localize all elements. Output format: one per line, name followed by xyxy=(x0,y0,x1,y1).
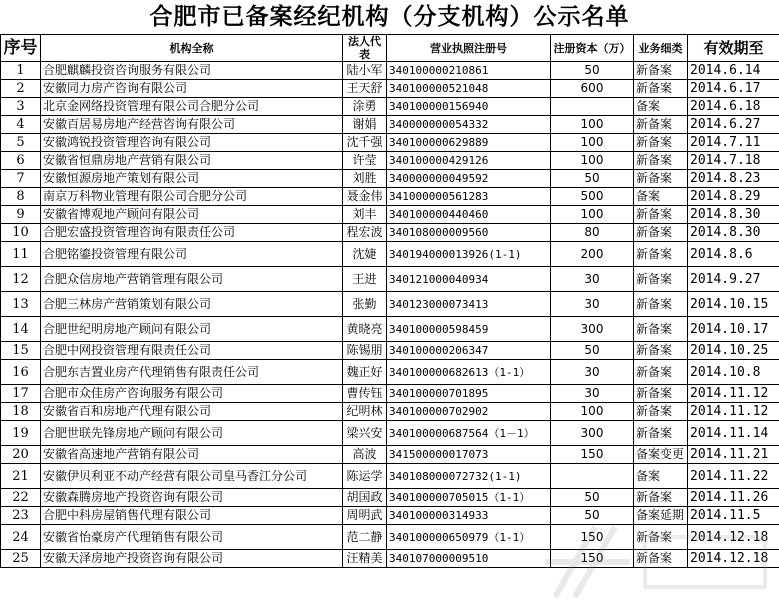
cell-expiry: 2014.11.5 xyxy=(688,507,779,525)
cell-capital: 30 xyxy=(551,385,634,403)
cell-seq: 4 xyxy=(1,116,41,134)
cell-rep: 张勤 xyxy=(343,292,387,317)
cell-reg: 340100000429126 xyxy=(387,152,551,170)
cell-seq: 9 xyxy=(1,206,41,224)
header-row xyxy=(1,35,779,62)
cell-expiry: 2014.11.22 xyxy=(688,464,779,489)
cell-capital: 50 xyxy=(551,342,634,360)
cell-name: 合肥三林房产营销策划有限公司 xyxy=(41,292,343,317)
page-title: 合肥市已备案经纪机构（分支机构）公示名单 xyxy=(149,3,630,30)
cell-capital: 300 xyxy=(551,421,634,446)
table-row xyxy=(1,292,779,317)
cell-expiry: 2014.11.12 xyxy=(688,403,779,421)
cell-capital: 50 xyxy=(551,507,634,525)
cell-rep: 梁兴安 xyxy=(343,421,387,446)
cell-reg: 340194000013926(1-1) xyxy=(387,242,551,267)
table-row xyxy=(1,446,779,464)
cell-reg: 340108000072732(1-1) xyxy=(387,464,551,489)
table-row xyxy=(1,489,779,507)
cell-name: 安徽省高速地产营销有限公司 xyxy=(41,446,343,464)
cell-name: 安徽省怡豪房产代理销售有限公司 xyxy=(41,525,343,550)
table-row xyxy=(1,80,779,98)
cell-rep: 陈锡朋 xyxy=(343,342,387,360)
cell-rep: 胡国政 xyxy=(343,489,387,507)
cell-rep: 刘胜 xyxy=(343,170,387,188)
cell-capital: 100 xyxy=(551,206,634,224)
cell-category: 新备案 xyxy=(634,170,688,188)
cell-name: 合肥世联先锋房地产顾问有限公司 xyxy=(41,421,343,446)
cell-expiry: 2014.7.18 xyxy=(688,152,779,170)
cell-seq: 22 xyxy=(1,489,41,507)
cell-name: 合肥东吉置业房产代理销售有限责任公司 xyxy=(41,360,343,385)
cell-capital: 30 xyxy=(551,360,634,385)
header-category: 业务细类 xyxy=(634,35,688,62)
table-row xyxy=(1,525,779,550)
cell-seq: 14 xyxy=(1,317,41,342)
header-rep: 法人代表 xyxy=(343,35,387,62)
cell-category: 新备案 xyxy=(634,421,688,446)
cell-expiry: 2014.10.25 xyxy=(688,342,779,360)
cell-seq: 10 xyxy=(1,224,41,242)
cell-rep: 程宏波 xyxy=(343,224,387,242)
cell-seq: 13 xyxy=(1,292,41,317)
cell-category: 新备案 xyxy=(634,242,688,267)
cell-expiry: 2014.11.14 xyxy=(688,421,779,446)
cell-capital: 100 xyxy=(551,134,634,152)
cell-category: 新备案 xyxy=(634,134,688,152)
table-row xyxy=(1,224,779,242)
cell-name: 安徽伊贝利亚不动产经营有限公司皇马香江分公司 xyxy=(41,464,343,489)
cell-seq: 21 xyxy=(1,464,41,489)
cell-capital: 100 xyxy=(551,152,634,170)
agency-table xyxy=(0,34,779,568)
header-capital: 注册资本（万） xyxy=(551,35,634,62)
cell-category: 新备案 xyxy=(634,267,688,292)
cell-category: 备案延期 xyxy=(634,507,688,525)
cell-category: 备案变更 xyxy=(634,446,688,464)
cell-expiry: 2014.8.6 xyxy=(688,242,779,267)
cell-reg: 340108000009560 xyxy=(387,224,551,242)
cell-category: 备案 xyxy=(634,464,688,489)
table-row xyxy=(1,152,779,170)
cell-name: 安徽省恒鼎房地产营销有限公司 xyxy=(41,152,343,170)
cell-capital: 50 xyxy=(551,62,634,80)
cell-seq: 18 xyxy=(1,403,41,421)
cell-expiry: 2014.11.12 xyxy=(688,385,779,403)
cell-reg: 341500000017073 xyxy=(387,446,551,464)
cell-rep: 陈运学 xyxy=(343,464,387,489)
cell-name: 合肥众信房地产营销管理有限公司 xyxy=(41,267,343,292)
cell-capital: 150 xyxy=(551,550,634,568)
table-row xyxy=(1,170,779,188)
cell-category: 新备案 xyxy=(634,80,688,98)
cell-name: 安徽天泽房地产投资咨询有限公司 xyxy=(41,550,343,568)
table-row xyxy=(1,550,779,568)
cell-name: 合肥市众佳房产咨询服务有限公司 xyxy=(41,385,343,403)
cell-seq: 5 xyxy=(1,134,41,152)
cell-category: 新备案 xyxy=(634,206,688,224)
cell-category: 新备案 xyxy=(634,62,688,80)
table-row xyxy=(1,206,779,224)
cell-rep: 汪精美 xyxy=(343,550,387,568)
cell-reg: 340100000210861 xyxy=(387,62,551,80)
table-row xyxy=(1,242,779,267)
cell-name: 合肥中网投资管理有限责任公司 xyxy=(41,342,343,360)
table-row xyxy=(1,267,779,292)
table-row xyxy=(1,116,779,134)
table-row xyxy=(1,62,779,80)
cell-reg: 340123000073413 xyxy=(387,292,551,317)
cell-capital: 80 xyxy=(551,224,634,242)
cell-reg: 340100000687564（1－1） xyxy=(387,421,551,446)
cell-seq: 6 xyxy=(1,152,41,170)
cell-capital: 30 xyxy=(551,292,634,317)
header-expiry: 有效期至 xyxy=(688,35,779,62)
cell-rep: 范二静 xyxy=(343,525,387,550)
cell-rep: 王进 xyxy=(343,267,387,292)
cell-reg: 340100000701895 xyxy=(387,385,551,403)
table-row xyxy=(1,342,779,360)
cell-expiry: 2014.8.23 xyxy=(688,170,779,188)
cell-category: 新备案 xyxy=(634,525,688,550)
cell-category: 新备案 xyxy=(634,489,688,507)
cell-seq: 1 xyxy=(1,62,41,80)
cell-capital: 500 xyxy=(551,188,634,206)
cell-name: 安徽百居易房地产经营咨询有限公司 xyxy=(41,116,343,134)
cell-rep: 陆小军 xyxy=(343,62,387,80)
cell-capital: 200 xyxy=(551,242,634,267)
cell-category: 新备案 xyxy=(634,360,688,385)
cell-category: 备案 xyxy=(634,188,688,206)
cell-expiry: 2014.6.17 xyxy=(688,80,779,98)
cell-reg: 340100000629889 xyxy=(387,134,551,152)
cell-name: 南京万科物业管理有限公司合肥分公司 xyxy=(41,188,343,206)
cell-name: 合肥麒麟投资咨询服务有限公司 xyxy=(41,62,343,80)
cell-rep: 曹传钰 xyxy=(343,385,387,403)
table-row xyxy=(1,317,779,342)
cell-name: 安徽森腾房地产投资咨询有限公司 xyxy=(41,489,343,507)
cell-reg: 340100000650979（1-1） xyxy=(387,525,551,550)
cell-reg: 340121000040934 xyxy=(387,267,551,292)
cell-capital: 100 xyxy=(551,403,634,421)
cell-seq: 15 xyxy=(1,342,41,360)
cell-rep: 黄晓亮 xyxy=(343,317,387,342)
cell-seq: 24 xyxy=(1,525,41,550)
cell-seq: 19 xyxy=(1,421,41,446)
cell-reg: 341000000561283 xyxy=(387,188,551,206)
cell-name: 安徽同力房产咨询有限公司 xyxy=(41,80,343,98)
cell-expiry: 2014.8.30 xyxy=(688,206,779,224)
cell-rep: 魏正好 xyxy=(343,360,387,385)
cell-name: 合肥世纪明房地产顾问有限公司 xyxy=(41,317,343,342)
cell-expiry: 2014.6.18 xyxy=(688,98,779,116)
cell-expiry: 2014.6.27 xyxy=(688,116,779,134)
cell-expiry: 2014.10.15 xyxy=(688,292,779,317)
cell-seq: 7 xyxy=(1,170,41,188)
cell-name: 北京金网络投资管理有限公司合肥分公司 xyxy=(41,98,343,116)
cell-reg: 340000000054332 xyxy=(387,116,551,134)
cell-reg: 340100000682613（1-1） xyxy=(387,360,551,385)
cell-category: 新备案 xyxy=(634,116,688,134)
cell-seq: 23 xyxy=(1,507,41,525)
cell-rep: 谢娟 xyxy=(343,116,387,134)
cell-capital: 30 xyxy=(551,267,634,292)
cell-rep: 王天舒 xyxy=(343,80,387,98)
header-seq: 序号 xyxy=(1,35,41,62)
cell-seq: 12 xyxy=(1,267,41,292)
cell-capital xyxy=(551,98,634,116)
cell-expiry: 2014.8.29 xyxy=(688,188,779,206)
cell-reg: 340100000598459 xyxy=(387,317,551,342)
cell-expiry: 2014.10.17 xyxy=(688,317,779,342)
cell-reg: 340100000440460 xyxy=(387,206,551,224)
cell-name: 安徽省博观地产顾问有限公司 xyxy=(41,206,343,224)
cell-seq: 8 xyxy=(1,188,41,206)
cell-expiry: 2014.11.21 xyxy=(688,446,779,464)
cell-rep: 许莹 xyxy=(343,152,387,170)
table-row xyxy=(1,134,779,152)
cell-seq: 16 xyxy=(1,360,41,385)
cell-seq: 3 xyxy=(1,98,41,116)
cell-capital: 300 xyxy=(551,317,634,342)
cell-category: 新备案 xyxy=(634,292,688,317)
cell-category: 新备案 xyxy=(634,403,688,421)
cell-category: 新备案 xyxy=(634,317,688,342)
cell-expiry: 2014.10.8 xyxy=(688,360,779,385)
cell-seq: 11 xyxy=(1,242,41,267)
cell-reg: 340100000156940 xyxy=(387,98,551,116)
cell-expiry: 2014.12.18 xyxy=(688,525,779,550)
table-row xyxy=(1,403,779,421)
table-row xyxy=(1,464,779,489)
table-row xyxy=(1,98,779,116)
cell-capital: 150 xyxy=(551,525,634,550)
cell-capital: 150 xyxy=(551,446,634,464)
cell-reg: 340000000049592 xyxy=(387,170,551,188)
cell-seq: 2 xyxy=(1,80,41,98)
cell-rep: 高波 xyxy=(343,446,387,464)
cell-category: 新备案 xyxy=(634,152,688,170)
cell-reg: 340100000206347 xyxy=(387,342,551,360)
cell-reg: 340100000702902 xyxy=(387,403,551,421)
cell-expiry: 2014.8.30 xyxy=(688,224,779,242)
cell-rep: 刘丰 xyxy=(343,206,387,224)
cell-expiry: 2014.9.27 xyxy=(688,267,779,292)
cell-name: 安徽鸿锐投资管理咨询有限公司 xyxy=(41,134,343,152)
table-row xyxy=(1,385,779,403)
table-row xyxy=(1,421,779,446)
table-row xyxy=(1,188,779,206)
cell-capital: 600 xyxy=(551,80,634,98)
cell-seq: 20 xyxy=(1,446,41,464)
header-name: 机构全称 xyxy=(41,35,343,62)
cell-rep: 聂金伟 xyxy=(343,188,387,206)
cell-name: 合肥宏盛投资管理咨询有限责任公司 xyxy=(41,224,343,242)
table-row xyxy=(1,507,779,525)
cell-rep: 纪明林 xyxy=(343,403,387,421)
cell-reg: 340100000705015（1-1） xyxy=(387,489,551,507)
header-reg: 营业执照注册号 xyxy=(387,35,551,62)
cell-capital: 50 xyxy=(551,170,634,188)
cell-name: 合肥铭鎏投资管理有限公司 xyxy=(41,242,343,267)
cell-reg: 340107000009510 xyxy=(387,550,551,568)
cell-category: 新备案 xyxy=(634,385,688,403)
cell-seq: 17 xyxy=(1,385,41,403)
cell-reg: 340100000521048 xyxy=(387,80,551,98)
cell-rep: 沈婕 xyxy=(343,242,387,267)
cell-expiry: 2014.6.14 xyxy=(688,62,779,80)
cell-expiry: 2014.12.18 xyxy=(688,550,779,568)
table-row xyxy=(1,360,779,385)
cell-name: 安徽省百和房地产代理有限公司 xyxy=(41,403,343,421)
cell-capital: 50 xyxy=(551,489,634,507)
cell-reg: 340100000314933 xyxy=(387,507,551,525)
cell-category: 新备案 xyxy=(634,224,688,242)
cell-seq: 25 xyxy=(1,550,41,568)
cell-name: 合肥中科房屋销售代理有限公司 xyxy=(41,507,343,525)
cell-expiry: 2014.7.11 xyxy=(688,134,779,152)
cell-capital: 100 xyxy=(551,116,634,134)
cell-category: 新备案 xyxy=(634,342,688,360)
cell-rep: 涂勇 xyxy=(343,98,387,116)
cell-capital xyxy=(551,464,634,489)
cell-expiry: 2014.11.26 xyxy=(688,489,779,507)
cell-category: 新备案 xyxy=(634,550,688,568)
cell-name: 安徽恒源房地产策划有限公司 xyxy=(41,170,343,188)
cell-rep: 周明武 xyxy=(343,507,387,525)
cell-rep: 沈千强 xyxy=(343,134,387,152)
cell-category: 备案 xyxy=(634,98,688,116)
